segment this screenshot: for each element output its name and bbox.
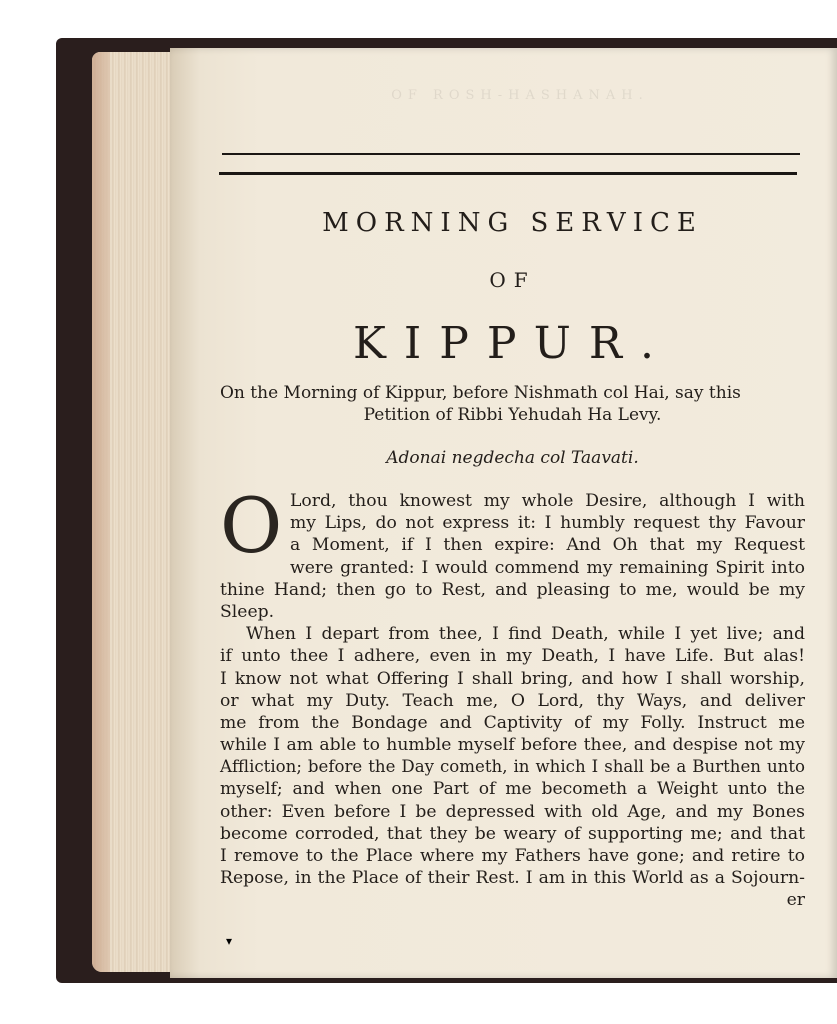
rubric-line-1: On the Morning of Kippur, before Nishmath col Hai, say this [220, 383, 741, 403]
text-line: become corroded, that they be weary of supporting me; and that [220, 823, 805, 844]
text-line: if unto thee I adhere, even in my Death, I have Life. But alas! [220, 646, 805, 667]
text-line: while I am able to humble myself before thee, and despise not my [220, 735, 805, 756]
catchword: er [786, 890, 805, 911]
top-rule-thin [222, 153, 800, 155]
text-line: other: Even before I be depressed with old Age, and my Bones [220, 801, 805, 822]
top-rule-thick [219, 172, 797, 175]
title-kippur: KIPPUR. [353, 318, 672, 369]
title-morning-service: MORNING SERVICE [322, 208, 703, 238]
text-line: Affliction; before the Day cometh, in which I shall be a Burthen unto [220, 757, 805, 777]
text-line: Lord, thou knowest my whole Desire, although I with [290, 491, 805, 511]
title-of: OF [489, 268, 536, 292]
text-line: were granted: I would commend my remaining Spirit into [290, 557, 805, 578]
text-line: I remove to the Place where my Fathers have gone; and retire to [220, 846, 805, 866]
prayer-text [220, 481, 805, 912]
text-line: myself; and when one Part of me becometh a Weight unto the [220, 779, 805, 800]
text-line: When I depart from thee, I find Death, while I yet live; and [246, 624, 805, 645]
text-line: me from the Bondage and Captivity of my Folly. Instruct me [220, 712, 805, 733]
hebrew-incipit: Adonai negdecha col Taavati. [386, 448, 639, 468]
text-line: thine Hand; then go to Rest, and pleasing to me, would be my [220, 579, 805, 600]
rubric-line-2: Petition of Ribbi Yehudah Ha Levy. [363, 405, 662, 425]
rubric [220, 382, 805, 426]
text-line: I know not what Offering I shall bring, and how I shall worship, [220, 668, 805, 689]
show-through-header: OF ROSH-HASHANAH. [391, 88, 649, 103]
signature-mark: ▾ [226, 934, 233, 948]
text-line: Sleep. [220, 601, 275, 622]
text-line: or what my Duty. Teach me, O Lord, thy Ways, and deliver [220, 690, 805, 711]
text-line: Repose, in the Place of their Rest. I am in this World as a Sojourn- [220, 868, 805, 889]
text-line: my Lips, do not express it: I humbly request thy Favour [290, 513, 805, 534]
text-line: a Moment, if I then expire: And Oh that my Request [290, 535, 805, 556]
drop-cap: O [220, 481, 283, 570]
